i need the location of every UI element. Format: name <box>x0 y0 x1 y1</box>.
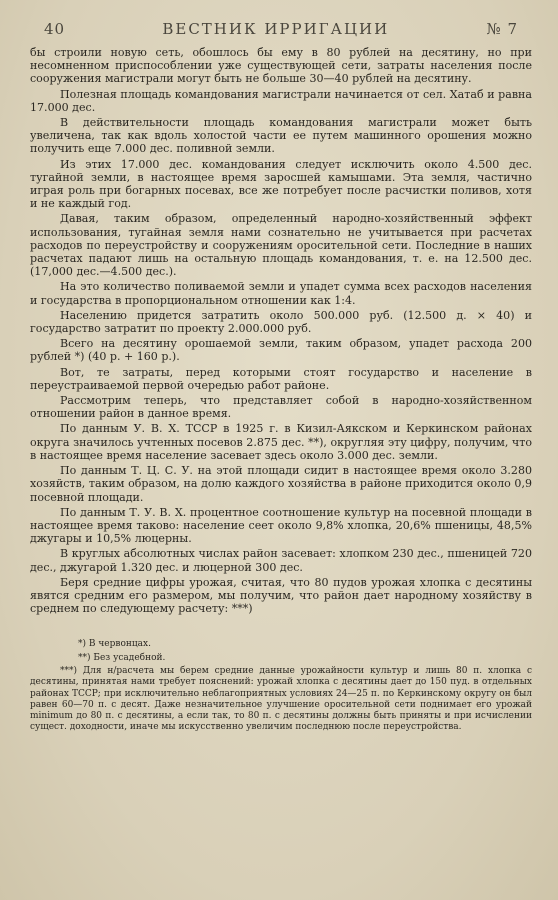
page-number: 40 <box>44 20 66 38</box>
paragraph: Беря средние цифры урожая, считая, что 80 пудов урожая хлопка с десятины явятся средним его размером, мы получим, что район дает народному хозяйству в среднем по следующему расчету: ***) <box>30 575 532 616</box>
footnote: *) В червонцах. <box>78 639 151 650</box>
issue-number: № 7 <box>486 20 518 38</box>
footnote: ***) Для н/расчета мы берем средние данные урожайности культур и лишь 80 п. хлопка с десятины, принятая нами требует пояснений: урожай хлопка с десятины дает до 150 пуд. в отдельных районах ТССР; при исключительно неблагоприятных условиях 24—25 п. по Керкинскому округу он был равен 60—70 п. с десят. Даже незначительное улучшение оросительной сети поднимает его урожай minimum до 80 п. с десятины, а если так, то 80 п. с десятины должны быть приняты и при исчислении сущест. доходности, иначе мы искусственно увеличим последнюю после переустройства. <box>30 665 532 733</box>
page-header <box>30 20 532 46</box>
journal-title: ВЕСТНИК ИРРИГАЦИИ <box>162 20 390 38</box>
article-body <box>30 46 532 615</box>
footnote: **) Без усадебной. <box>78 652 166 663</box>
paragraph: По данным Т. Ц. С. У. на этой площади сидит в настоящее время около 3.280 хозяйств, таким образом, на долю каждого хозяйства в районе приходится около 0,9 посевной площади. <box>30 464 532 504</box>
paragraph: На это количество поливаемой земли и упадет сумма всех расходов населения и государства в пропорциональном отношении как 1:4. <box>30 280 532 307</box>
paragraph: бы строили новую сеть, обошлось бы ему в 80 рублей на десятину, но при несомненном приспособлении уже существующей сети, затраты населения после сооружения магистрали могут быть не больше 30—40 рублей на десятину. <box>30 46 532 86</box>
paragraph: В действительности площадь командования магистрали может быть увеличена, так как вдоль холостой части ее путем машинного орошения можно получить еще 7.000 дес. поливной земли. <box>30 116 532 156</box>
paragraph: По данным У. В. Х. ТССР в 1925 г. в Кизил-Аякском и Керкинском районах округа значилось учтенных посевов 2.875 дес. **), округляя эту цифру, получим, что в настоящее время население засевает здесь около 3.000 дес. земли. <box>30 422 532 462</box>
paragraph: Давая, таким образом, определенный народно-хозяйственный эффект использования, тугайная земля нами сознательно не учитывается при расчетах расходов по переустройству и сооружениям оросительной сети. Последние в наших расчетах падают лишь на остальную площадь командования, т. е. на 12.500 дес. (17,000 дес.—4.500 дес.). <box>30 212 532 279</box>
footnotes <box>30 639 532 733</box>
paragraph: Полезная площадь командования магистрали начинается от сел. Хатаб и равна 17.000 дес. <box>30 87 532 114</box>
paragraph: По данным Т. У. В. Х. процентное соотношение культур на посевной площади в настоящее время таково: население сеет около 9,8% хлопка, 20,6% пшеницы, 48,5% джугары и 10,5% люцерны. <box>30 505 532 546</box>
paragraph: Вот, те затраты, перед которыми стоят государство и население в переустраиваемой первой очередью работ районе. <box>30 365 532 392</box>
paragraph: Населению придется затратить около 500.000 руб. (12.500 д. × 40) и государство затратит по проекту 2.000.000 руб. <box>30 308 532 336</box>
paragraph: Из этих 17.000 дес. командования следует исключить около 4.500 дес. тугайной земли, в настоящее время заросшей камышами. Эта земля, частично играя роль при богарных посевах, все же потребует после расчистки поливов, хотя и не каждый год. <box>30 157 532 211</box>
paragraph: Всего на десятину орошаемой земли, таким образом, упадет расхода 200 рублей *) (40 р. + 160 р.). <box>30 337 532 364</box>
paragraph: В круглых абсолютных числах район засевает: хлопком 230 дес., пшеницей 720 дес., джугарой 1.320 дес. и люцерной 300 дес. <box>30 547 532 574</box>
paragraph: Рассмотрим теперь, что представляет собой в народно-хозяйственном отношении район в данное время. <box>30 394 532 421</box>
